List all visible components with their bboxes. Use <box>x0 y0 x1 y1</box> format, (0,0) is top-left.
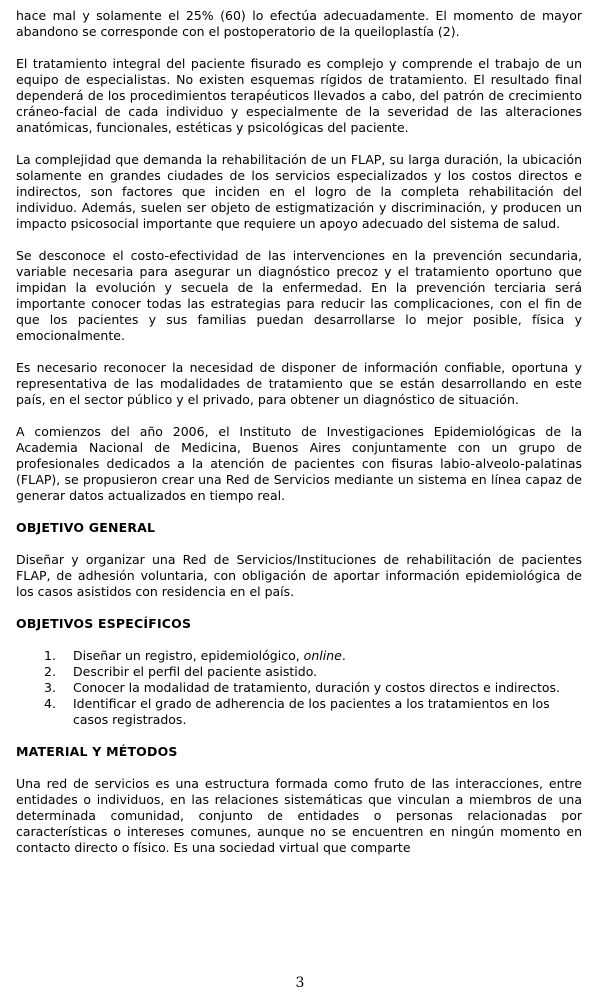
list-item-number: 4. <box>44 696 56 711</box>
page-number: 3 <box>295 975 305 991</box>
list-item-number: 3. <box>44 680 56 695</box>
list-item <box>16 696 582 728</box>
list-item-emphasis: online <box>303 648 342 663</box>
heading-materials-methods: MATERIAL Y MÉTODOS <box>16 744 178 759</box>
paragraph-network-origin: A comienzos del año 2006, el Instituto de Investigaciones Epidemiológicas de la Academia Nacional de Medicina, Buenos Aires conjuntamente con un grupo de profesionales dedicados a la atención de pacientes con fisuras labio-alveolo-palatinas (FLAP), se propusieron crear una Red de Servicios mediante un sistema en línea capaz de generar datos actualizados en tiempo real. <box>16 424 582 503</box>
list-item-tail: . <box>341 648 346 663</box>
list-item-text: Diseñar un registro, epidemiológico, <box>73 648 304 663</box>
list-item <box>16 648 582 664</box>
list-item-number: 1. <box>44 648 56 663</box>
paragraph-cost-effectiveness: Se desconoce el costo-efectividad de las intervenciones en la prevención secundaria, variable necesaria para asegurar un diagnóstico precoz y el tratamiento oportuno que impidan la evolución y secuela de la enfermedad. En la prevención terciaria será importante conocer todas las estrategias para reducir las complicaciones, con el fin de que los pacientes y sus familias puedan desarrollarse lo mejor posible, física y emocionalmente. <box>16 248 582 343</box>
paragraph-general-objective: Diseñar y organizar una Red de Servicios/Instituciones de rehabilitación de pacientes FLAP, de adhesión voluntaria, con obligación de aportar información epidemiológica de los casos asistidos con residencia en el país. <box>16 552 582 599</box>
list-item-number: 2. <box>44 664 56 679</box>
paragraph-integral-treatment: El tratamiento integral del paciente fisurado es complejo y comprende el trabajo de un equipo de especialistas. No existen esquemas rígidos de tratamiento. El resultado final dependerá de los procedimientos terapéuticos llevados a cabo, del patrón de crecimiento cráneo-facial de cada individuo y especialmente de la severidad de las alteraciones anatómicas, funcionales, estéticas y psicológicas del paciente. <box>16 56 582 135</box>
document-page <box>16 8 582 872</box>
paragraph-service-network: Una red de servicios es una estructura formada como fruto de las interacciones, entre entidades o individuos, en las relaciones sistemáticas que vinculan a miembros de una determinada comunidad, conjunto de entidades o personas relacionadas por características o intereses comunes, aunque no se encuentren en ningún momento en contacto directo o físico. Es una sociedad virtual que comparte <box>16 776 582 855</box>
specific-objectives-list <box>16 648 582 728</box>
list-item-text: Identificar el grado de adherencia de los pacientes a los tratamientos en los casos registrados. <box>73 696 550 727</box>
list-item-text: Describir el perfil del paciente asistido. <box>73 664 318 679</box>
list-item-text: Conocer la modalidad de tratamiento, duración y costos directos e indirectos. <box>73 680 560 695</box>
paragraph-information-need: Es necesario reconocer la necesidad de disponer de información confiable, oportuna y representativa de las modalidades de tratamiento que se están desarrollando en este país, en el sector público y el privado, para obtener un diagnóstico de situación. <box>16 360 582 407</box>
list-item <box>16 680 582 696</box>
heading-specific-objectives: OBJETIVOS ESPECÍFICOS <box>16 616 192 631</box>
heading-general-objective: OBJETIVO GENERAL <box>16 520 156 535</box>
paragraph-abandonment: hace mal y solamente el 25% (60) lo efectúa adecuadamente. El momento de mayor abandono se corresponde con el postoperatorio de la queiloplastía (2). <box>16 8 582 39</box>
list-item <box>16 664 582 680</box>
paragraph-complexity: La complejidad que demanda la rehabilitación de un FLAP, su larga duración, la ubicación solamente en grandes ciudades de los servicios especializados y los costos directos e indirectos, son factores que inciden en el logro de la completa rehabilitación del individuo. Además, suelen ser objeto de estigmatización y discriminación, y producen un impacto psicosocial importante que requiere un apoyo adecuado del sistema de salud. <box>16 152 582 231</box>
